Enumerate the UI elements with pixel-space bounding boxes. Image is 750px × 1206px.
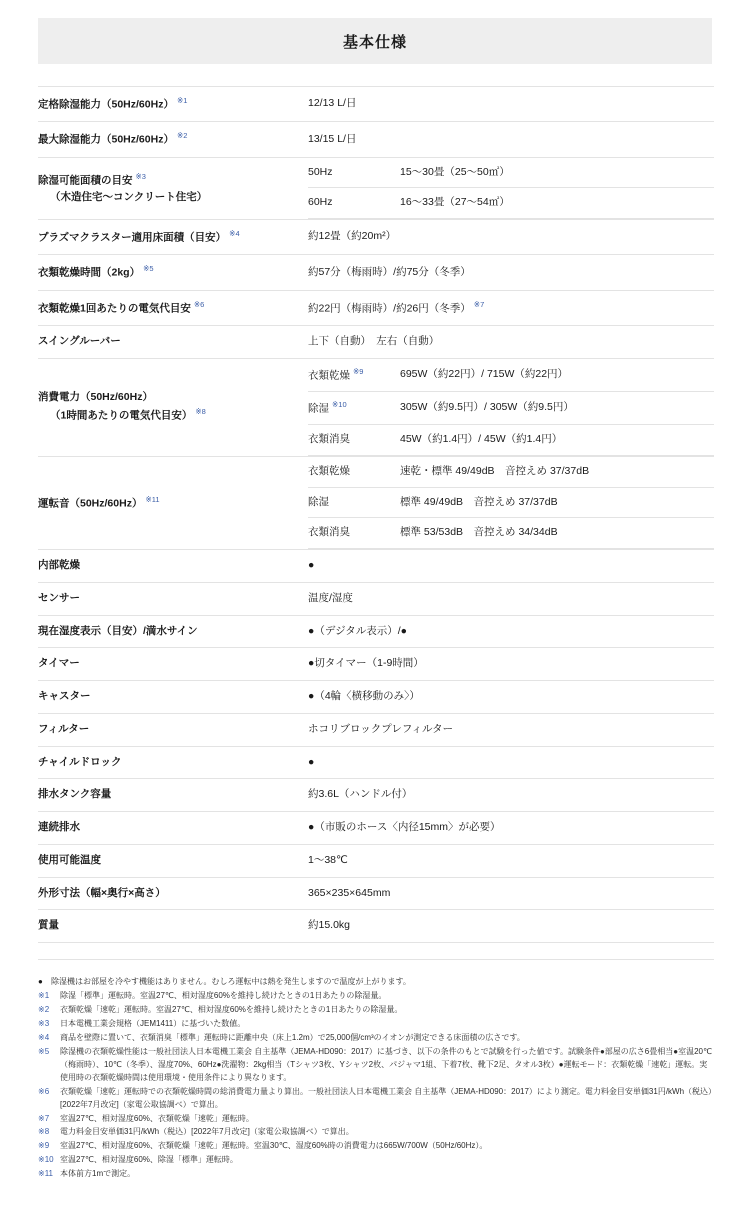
table-row	[38, 157, 714, 220]
sub-value: 16～33畳（27～54㎡）	[400, 196, 510, 209]
footnote-marker: ※10	[332, 399, 347, 409]
row-value: 13/15 L/日	[308, 132, 357, 145]
row-value: 約3.6L（ハンドル付）	[308, 788, 413, 801]
footnotes	[38, 976, 714, 1181]
sub-row	[308, 158, 714, 188]
row-label: 質量	[38, 919, 59, 932]
table-row	[38, 550, 714, 583]
row-value: 約22円（梅雨時）/約26円（冬季） $^{※7}$	[308, 299, 485, 314]
footnote-marker: ※9	[353, 366, 364, 376]
sub-row	[308, 359, 714, 392]
row-value-group	[308, 157, 714, 220]
row-value: ●（デジタル表示）/●	[308, 624, 407, 637]
table-row	[38, 220, 714, 255]
footnote-item	[38, 1004, 714, 1017]
row-label	[38, 943, 308, 960]
footnote-marker: ※11	[145, 494, 160, 504]
footnote-marker: ※3	[38, 1018, 50, 1028]
table-row	[38, 812, 714, 845]
table-row	[38, 648, 714, 681]
footnote-item	[38, 1140, 714, 1153]
footnote-item	[38, 1032, 714, 1045]
footnote-item	[38, 1154, 714, 1167]
footnote-marker: ※5	[38, 1046, 50, 1056]
footnote-marker: ※1	[38, 990, 50, 1000]
row-value: 温度/湿度	[308, 591, 353, 604]
table-row	[38, 358, 714, 456]
row-label: キャスター	[38, 690, 91, 702]
table-row	[38, 325, 714, 358]
sub-value: 305W（約9.5円）/ 305W（約9.5円）	[400, 391, 714, 424]
row-label: フィルター	[38, 722, 90, 735]
sub-key: 衣類消臭	[308, 433, 350, 445]
row-value: ホコリブロックプレフィルター	[308, 722, 454, 735]
row-label: 内部乾燥	[38, 559, 80, 571]
footnote-marker: ※8	[38, 1127, 50, 1137]
footnote-item	[38, 990, 714, 1003]
sub-key: 50Hz	[308, 158, 400, 188]
sub-key: 衣類乾燥 $^{※9}$	[308, 359, 400, 392]
sub-value: 標準 53/53dB 音控えめ 34/34dB	[400, 526, 558, 539]
row-label-secondary: （1時間あたりの電気代目安） $^{※8}$	[50, 406, 206, 422]
row-value: 1～38℃	[308, 853, 348, 866]
row-value: 約15.0kg	[308, 919, 351, 932]
row-value: ●	[308, 755, 315, 768]
row-label: 運転音（50Hz/60Hz） $^{※11}$	[38, 494, 160, 510]
footnote-marker: ※4	[38, 1032, 50, 1042]
sub-key: 衣類乾燥	[308, 457, 400, 487]
footnote-text: 室温27℃、相対湿度60%、衣類乾燥「速乾」運転時。室温30℃、湿度60%時の消費電力は665W/700W（50Hz/60Hz）。	[60, 1141, 488, 1151]
footnote-text: 除湿「標準」運転時。室温27℃、相対湿度60%を維持し続けたときの1日あたりの除湿量。	[60, 990, 387, 1000]
row-label: 定格除湿能力（50Hz/60Hz） $^{※1}$	[38, 96, 188, 111]
table-row	[38, 910, 714, 943]
footnote-text: 衣類乾燥「速乾」運転時。室温27℃、相対湿度60%を維持し続けたときの1日あたりの除湿量。	[60, 1004, 403, 1014]
footnote-text: 室温27℃、相対湿度60%、除湿「標準」運転時。	[60, 1155, 238, 1165]
row-label: タイマー	[38, 657, 80, 670]
table-row	[38, 255, 714, 290]
table-row	[38, 87, 714, 122]
row-value: 12/13 L/日	[308, 97, 357, 110]
footnote-marker: ※6	[193, 299, 205, 309]
footnote-text: 除湿機はお部屋を冷やす機能はありません。むしろ運転中は熱を発生しますので温度が上がります。	[51, 977, 411, 986]
row-label: 消費電力（50Hz/60Hz） （1時間あたりの電気代目安） $^{※8}$	[38, 358, 308, 456]
sub-value: 695W（約22円）/ 715W（約22円）	[400, 359, 714, 392]
footnote-marker: ※7	[473, 299, 485, 309]
page-title: 基本仕様	[342, 33, 407, 51]
table-row	[38, 681, 714, 714]
row-label: 現在湿度表示（目安）/満水サイン	[38, 624, 198, 637]
footnote-marker: ※9	[38, 1141, 50, 1151]
row-label: スイングルーバー	[38, 334, 121, 347]
row-value	[308, 943, 714, 960]
row-label: チャイルドロック	[38, 755, 122, 768]
sub-value: 速乾・標準 49/49dB 音控えめ 37/37dB	[400, 457, 714, 487]
row-label: 外形寸法（幅×奥行×高さ）	[38, 886, 166, 899]
footnote-marker: ※2	[38, 1004, 50, 1014]
footnote-item	[38, 1126, 714, 1139]
table-row	[38, 877, 714, 910]
sub-row	[308, 391, 714, 424]
row-label: 最大除湿能力（50Hz/60Hz） $^{※2}$	[38, 131, 188, 146]
footnote-marker: ※6	[38, 1086, 50, 1096]
footnote-text: 日本電機工業会規格（JEM1411）に基づいた数値。	[60, 1018, 246, 1028]
table-row	[38, 713, 714, 746]
row-value: ●（4輪〈横移動のみ〉）	[308, 690, 420, 702]
table-row	[38, 779, 714, 812]
row-label: センサー	[38, 591, 80, 604]
footnote-text: 本体前方1mで測定。	[60, 1169, 136, 1179]
footnote-marker: ※5	[143, 264, 154, 274]
sub-key: 除湿 $^{※10}$	[308, 391, 400, 424]
footnote-text: 室温27℃、相対湿度60%、衣類乾燥「速乾」運転時。	[60, 1113, 254, 1123]
row-value: 約57分（梅雨時）/約75分（冬季）	[308, 265, 471, 278]
table-row	[38, 943, 714, 960]
row-label: プラズマクラスター適用床面積（目安） $^{※4}$	[38, 229, 240, 244]
footnote-marker: ※2	[176, 131, 188, 141]
sub-row	[308, 487, 714, 518]
footnote-item	[38, 1113, 714, 1126]
table-row	[38, 456, 714, 549]
sub-row	[308, 518, 714, 549]
row-label: 排水タンク容量	[38, 788, 112, 801]
table-row	[38, 746, 714, 779]
footnote-text: 除湿機の衣類乾燥性能は一般社団法人日本電機工業会 自主基準（JEMA-HD090：2017）に基づき、以下の条件のもとで試験を行った値です。試験条件●部屋の広さ6畳相当●室温20℃（梅雨時）、10℃（冬季）、湿度70%、60Hz●洗濯物：2kg相当（Tシャツ3枚、Yシャツ2枚、パジャマ1組、下着7枚、靴下2足、タオル3枚）●運転モード：衣類乾燥「速乾」運転。実使用時の衣類乾燥時間は使用環境・使用条件により異なります。	[60, 1046, 712, 1082]
table-row	[38, 844, 714, 877]
footnote-item	[38, 1168, 714, 1181]
footnote-marker: ※3	[135, 172, 146, 182]
footnote-marker: ※1	[176, 96, 188, 105]
row-label: 衣類乾燥1回あたりの電気代目安 $^{※6}$	[38, 299, 205, 314]
footnote-item	[38, 1086, 714, 1112]
footnote-item	[38, 1018, 714, 1031]
footnote-marker: ※11	[38, 1169, 54, 1179]
footnote-marker: ※7	[38, 1113, 50, 1123]
row-label: 使用可能温度	[38, 853, 101, 866]
row-label: 衣類乾燥時間（2kg） $^{※5}$	[38, 264, 154, 279]
footnote-marker: ※10	[38, 1155, 54, 1165]
sub-key: 除湿	[308, 487, 400, 518]
page-title-bar	[38, 18, 712, 64]
row-value: ●（市販のホース〈内径15mm〉が必要）	[308, 821, 501, 833]
table-row	[38, 582, 714, 615]
table-row	[38, 122, 714, 157]
row-value: ●	[308, 559, 315, 571]
row-value: 約12畳（約20m²）	[308, 230, 397, 243]
spec-page	[0, 18, 750, 1206]
spec-table	[38, 86, 714, 960]
footnote-marker: ※8	[195, 406, 206, 416]
sub-row	[308, 188, 714, 219]
sub-key: 衣類消臭	[308, 526, 350, 539]
footnote-item	[38, 1046, 714, 1085]
sub-value: 標準 49/49dB 音控えめ 37/37dB	[400, 487, 714, 518]
row-value-group	[308, 456, 714, 549]
sub-key: 60Hz	[308, 196, 333, 209]
footnote-text: 商品を壁際に置いて、衣類消臭「標準」運転時に距離中央（床上1.2m）で25,000個/cm³のイオンが測定できる床面積の広さです。	[60, 1032, 525, 1042]
footnote-text: 電力料金目安単価31円/kWh（税込）[2022年7月改定]（家電公取協調べ）で算出。	[60, 1127, 354, 1137]
footnote-text: 衣類乾燥「速乾」運転時での衣類乾燥時間の総消費電力量より算出。一般社団法人日本電機工業会 自主基準（JEMA-HD090：2017）により測定。電力料金目安単価31円/kWh（税込）[2022年7月改定]（家電公取協調べ）で算出。	[60, 1086, 713, 1109]
row-value: 上下（自動） 左右（自動）	[308, 334, 440, 347]
row-label: 連続排水	[38, 821, 80, 833]
sub-value: 15～30畳（25～50㎡）	[400, 158, 714, 188]
row-label-secondary: （木造住宅～コンクリート住宅）	[50, 190, 208, 203]
table-row	[38, 290, 714, 325]
sub-value: 45W（約1.4円）/ 45W（約1.4円）	[400, 433, 563, 445]
table-row	[38, 615, 714, 648]
footnote-marker: ●	[38, 977, 43, 986]
row-label: 除湿可能面積の目安 $^{※3}$ （木造住宅～コンクリート住宅）	[38, 157, 308, 220]
row-value: 365×235×645mm	[308, 886, 391, 899]
footnote-marker: ※4	[229, 229, 240, 238]
sub-row	[308, 425, 714, 456]
sub-row	[308, 457, 714, 487]
row-value: ●切タイマー（1-9時間）	[308, 657, 424, 670]
row-value-group	[308, 358, 714, 456]
footnote-item	[38, 976, 714, 989]
